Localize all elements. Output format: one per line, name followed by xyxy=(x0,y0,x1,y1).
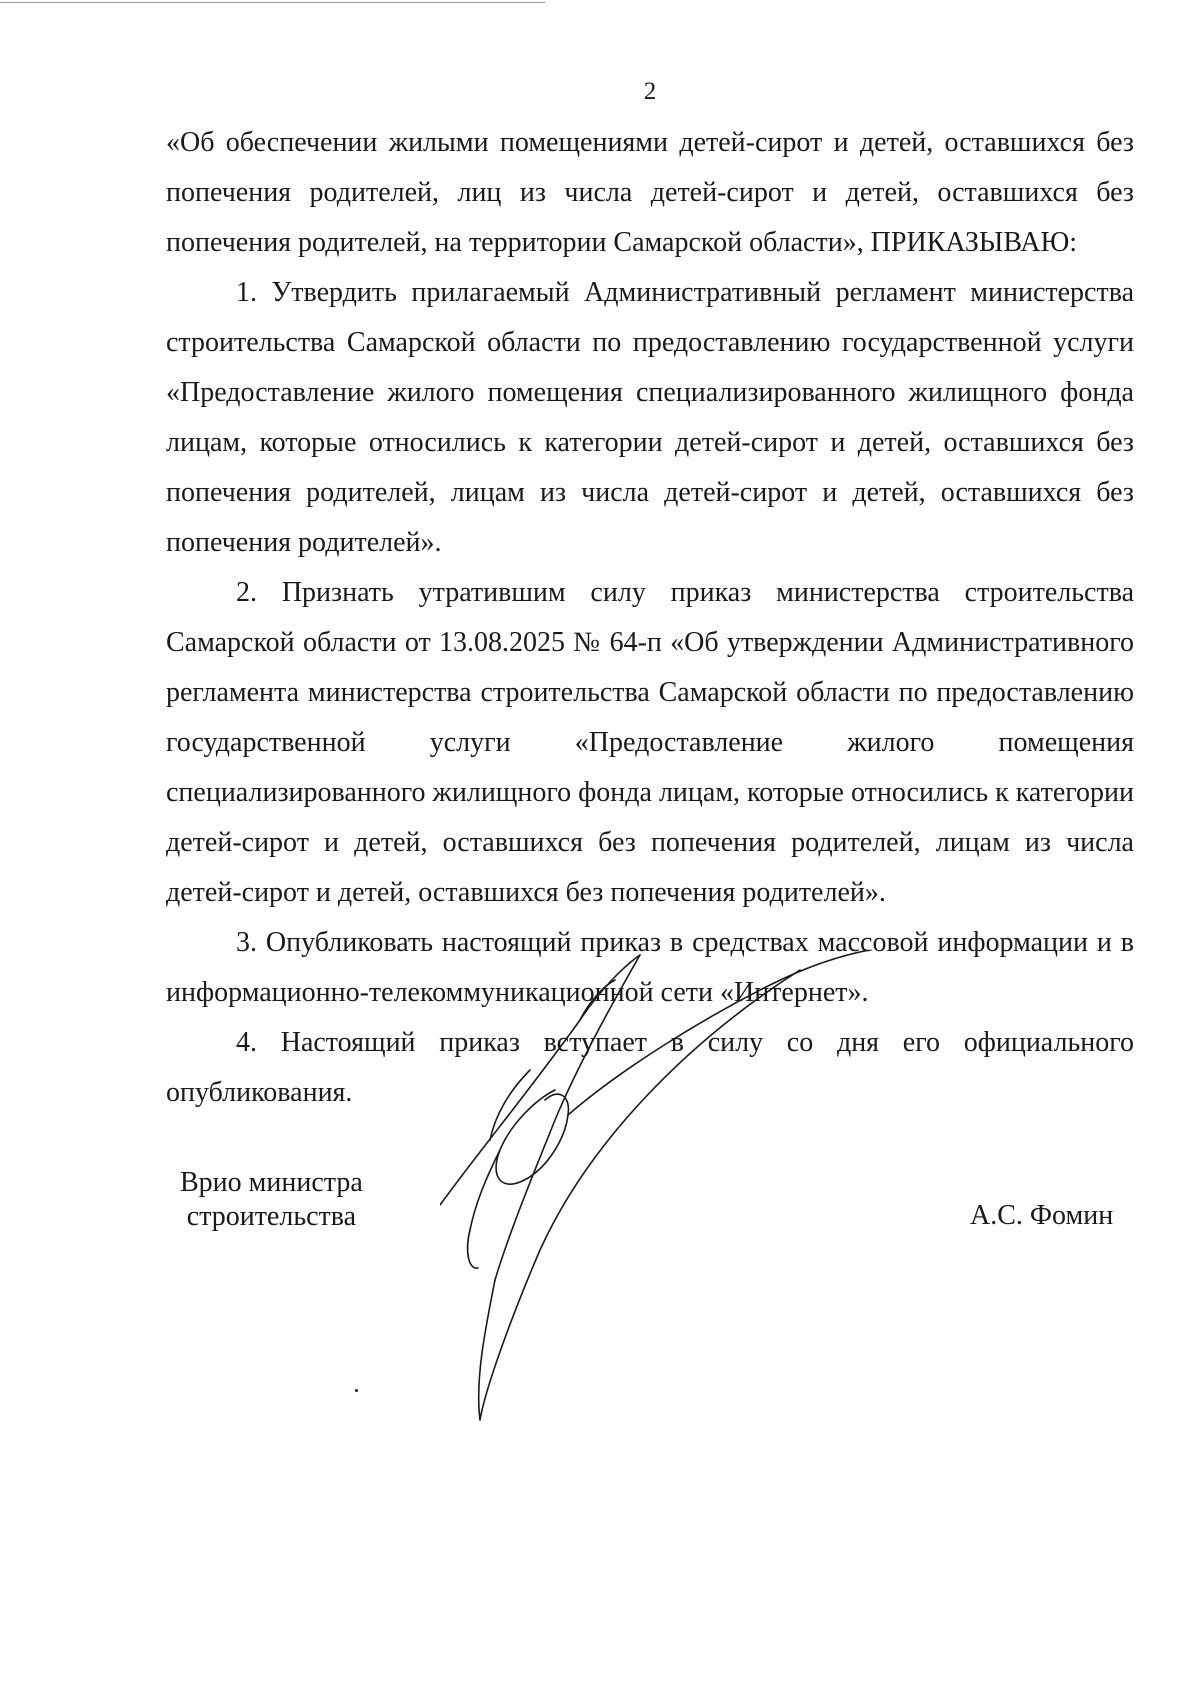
signature-stroke xyxy=(470,1150,500,1230)
paragraph-preamble: «Об обеспечении жилыми помещениями детей-сирот и детей, оставшихся без попечения родителей, лиц из числа детей-сирот и детей, оставшихся без попечения родителей, на территории Самарской области», ПРИКАЗЫВАЮ: xyxy=(166,127,1134,258)
signature-stroke xyxy=(580,980,615,1020)
signature-stroke xyxy=(440,955,640,1205)
signatory-position-line1: Врио министра xyxy=(180,1167,363,1198)
paragraph-item-1: 1. Утвердить прилагаемый Административный регламент министерства строительства Самарской области по предоставлению государственной услуги «Предоставление жилого помещения специализированного жилищного фонда лицам, которые относились к категории детей-сирот и детей, оставшихся без попечения родителей, лицам из числа детей-сирот и детей, оставшихся без попечения родителей». xyxy=(166,277,1134,558)
signatory-position-line2: строительства xyxy=(186,1201,357,1232)
page-number: 2 xyxy=(643,78,657,105)
paragraph-item-2: 2. Признать утратившим силу приказ министерства строительства Самарской области от 13.08.2025 № 64-п «Об утверждении Административного регламента министерства строительства Самарской области по предоставлению государственной услуги «Предоставление жилого помещения специализированного жилищного фонда лицам, которые относились к категории детей-сирот и детей, оставшихся без попечения родителей, лицам из числа детей-сирот и детей, оставшихся без попечения родителей». xyxy=(166,577,1134,908)
stray-ink-dot xyxy=(355,1389,358,1392)
signature-stroke xyxy=(479,970,800,1420)
signature-stroke xyxy=(468,1230,478,1268)
handwritten-signature xyxy=(440,950,960,1450)
paragraph-item-4: 4. Настоящий приказ вступает в силу со дня его официального опубликования. xyxy=(166,1027,1134,1108)
signature-stroke xyxy=(568,950,920,1115)
signatory-name: А.С. Фомин xyxy=(970,1200,1114,1231)
signatory-position xyxy=(180,1166,363,1234)
signature-stroke xyxy=(496,1090,568,1184)
signature-stroke xyxy=(490,1070,530,1140)
top-rule xyxy=(0,2,545,3)
paragraph-item-3: 3. Опубликовать настоящий приказ в средствах массовой информации и в информационно-телекоммуникационной сети «Интернет». xyxy=(166,927,1134,1008)
